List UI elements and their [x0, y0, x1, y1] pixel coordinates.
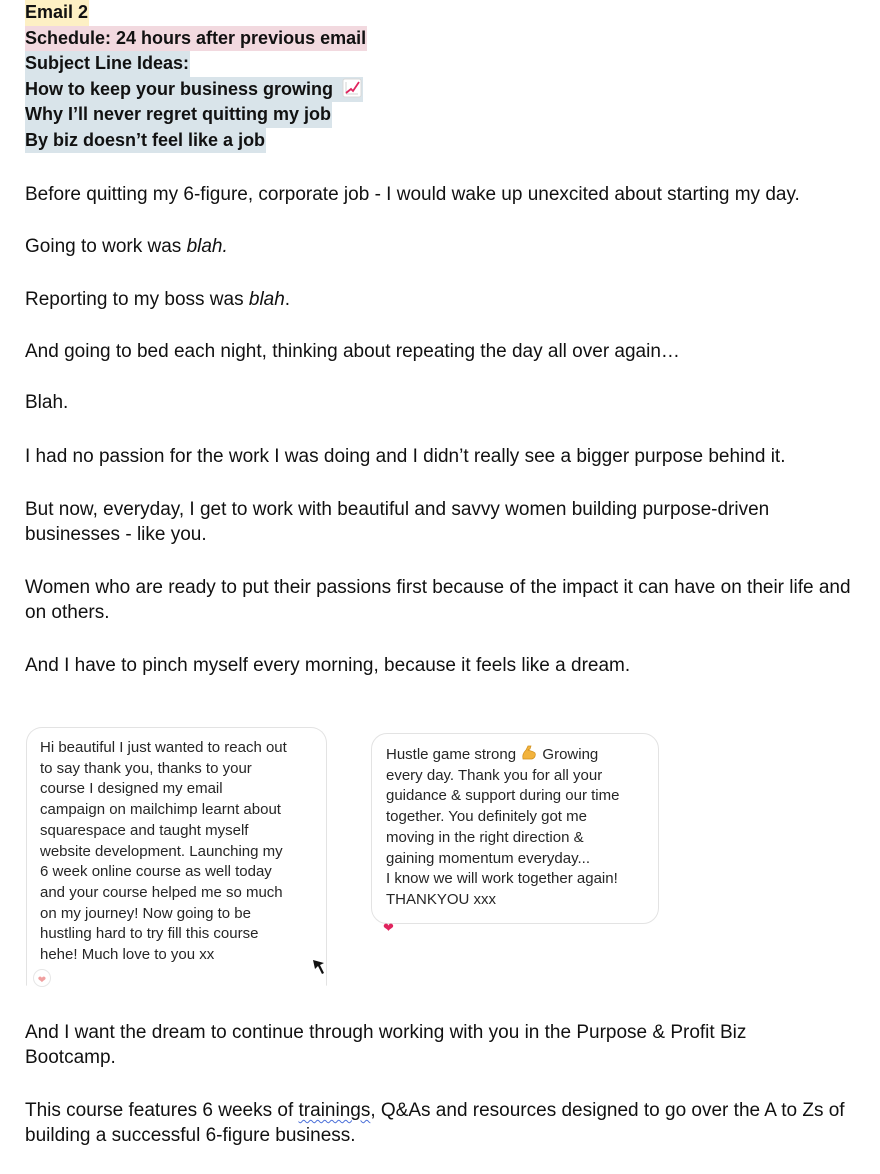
reaction-heart-icon: ❤: [383, 920, 394, 935]
paragraph-10: And I want the dream to continue through working with you in the Purpose & Profit Biz Bootcamp.: [25, 1022, 747, 1068]
testimonial-left: [26, 727, 327, 986]
cursor-icon: [311, 958, 327, 981]
testimonial-left-reaction: [33, 968, 53, 986]
paragraph-2-emphasis: blah.: [186, 236, 228, 257]
paragraph-11-text: This course features 6 weeks of: [25, 1100, 299, 1121]
paragraph-3-emphasis: blah: [248, 289, 285, 310]
paragraph-4: And going to bed each night, thinking about repeating the day all over again…: [25, 341, 680, 362]
misspelled-word[interactable]: trainings: [298, 1100, 371, 1121]
paragraph-3: [25, 287, 865, 312]
testimonial-right-text: [386, 744, 644, 911]
email-header: [25, 0, 367, 153]
paragraph-8: Women who are ready to put their passions first because of the impact it can have on their life and on others.: [25, 577, 851, 623]
schedule-line: Schedule: 24 hours after previous email: [25, 26, 367, 52]
chart-increasing-icon: [342, 78, 362, 106]
subject-line-1: [25, 77, 363, 103]
subject-line-3: By biz doesn’t feel like a job: [25, 128, 266, 154]
subject-line-1-text: How to keep your business growing: [25, 78, 334, 99]
paragraph-11-text-end: , Q&As and resources designed to go over the A to Zs of building a successful 6-figure business.: [25, 1100, 845, 1146]
paragraph-5: Blah.: [25, 392, 69, 413]
paragraph-6: I had no passion for the work I was doing and I didn’t really see a bigger purpose behind it.: [25, 446, 786, 467]
testimonial-right-rest: every day. Thank you for all your guidance & support during our time together. You definitely got me moving in the right direction & gaining momentum everyday... I know we will work together again! THANKYOU xxx: [386, 766, 620, 908]
testimonial-right: [371, 733, 659, 924]
paragraph-1: Before quitting my 6-figure, corporate job - I would wake up unexcited about starting my day.: [25, 184, 800, 205]
paragraph-2: [25, 234, 865, 259]
paragraph-2-text: Going to work was: [25, 236, 187, 257]
flexed-biceps-icon: [520, 744, 538, 766]
testimonial-right-line1-start: Hustle game strong: [386, 746, 521, 763]
paragraph-3-text: Reporting to my boss was: [25, 289, 249, 310]
email-label: Email 2: [25, 0, 89, 26]
testimonial-left-text: Hi beautiful I just wanted to reach out to say thank you, thanks to your course I designed my email campaign on mailchimp learnt about squarespace and taught myself website development. Launching my 6 week online course as well today and your course helped me so much on my journey! Now going to be hustling hard to try fill this course hehe! Much love to you xx: [40, 739, 287, 964]
subject-line-2: Why I’ll never regret quitting my job: [25, 102, 332, 128]
testimonial-right-line1-end: Growing: [538, 746, 599, 763]
paragraph-9: And I have to pinch myself every morning, because it feels like a dream.: [25, 655, 631, 676]
heart-icon: ❤: [37, 975, 47, 986]
paragraph-3-period: .: [284, 289, 291, 310]
subject-heading: Subject Line Ideas:: [25, 51, 190, 77]
paragraph-7: But now, everyday, I get to work with beautiful and savvy women building purpose-driven businesses - like you.: [25, 499, 770, 545]
paragraph-11: [25, 1098, 863, 1148]
